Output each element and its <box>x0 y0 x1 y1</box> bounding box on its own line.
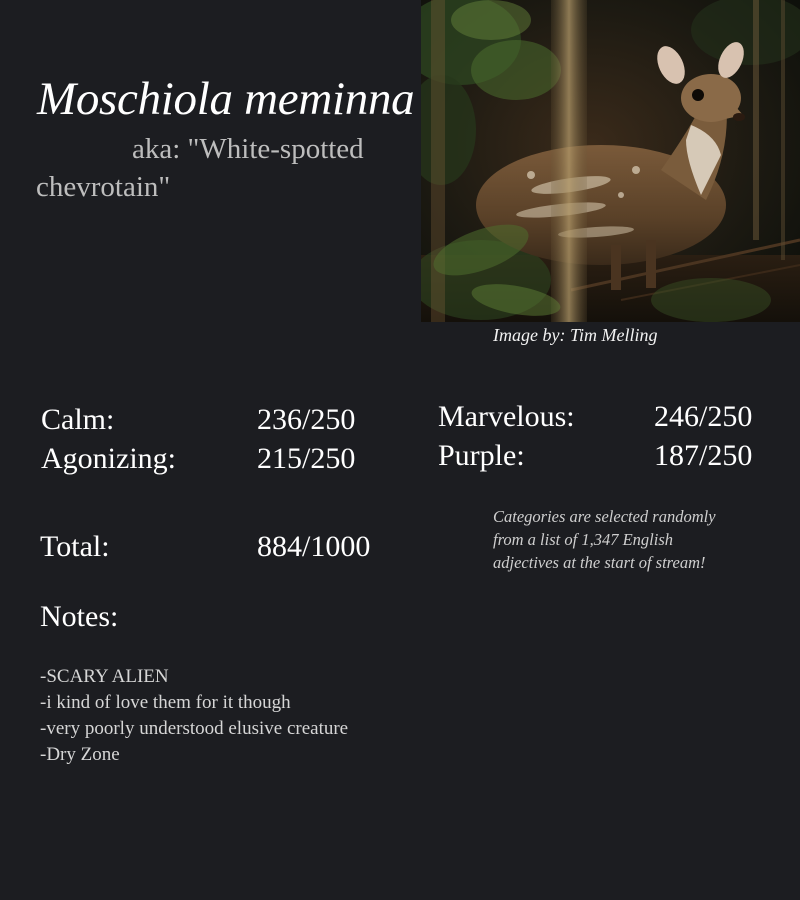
score-label-agonizing: Agonizing: <box>41 442 176 475</box>
total-label: Total: <box>40 530 110 563</box>
note-item: -i kind of love them for it though <box>40 692 291 713</box>
common-name-line-1: aka: "White-spotted <box>132 133 364 165</box>
species-title: Moschiola meminna <box>37 73 415 125</box>
note-item: -very poorly understood elusive creature <box>40 718 349 739</box>
note-item: -SCARY ALIEN <box>40 666 169 687</box>
common-name-line-2: chevrotain" <box>36 171 171 203</box>
score-value-agonizing: 215/250 <box>257 442 356 475</box>
score-value-calm: 236/250 <box>257 403 356 436</box>
notes-list <box>40 664 348 768</box>
image-credit: Image by: Tim Melling <box>493 325 658 345</box>
categories-note: Categories are selected randomly from a list of 1,347 English adjectives at the start of stream! <box>493 507 716 572</box>
score-value-purple: 187/250 <box>654 439 753 472</box>
total-value: 884/1000 <box>257 530 371 563</box>
score-label-calm: Calm: <box>41 403 115 436</box>
chevrotain-photo <box>421 0 800 322</box>
score-value-marvelous: 246/250 <box>654 400 753 433</box>
notes-heading: Notes: <box>40 600 119 633</box>
score-label-marvelous: Marvelous: <box>438 400 575 433</box>
score-label-purple: Purple: <box>438 439 525 472</box>
note-item: -Dry Zone <box>40 744 120 765</box>
